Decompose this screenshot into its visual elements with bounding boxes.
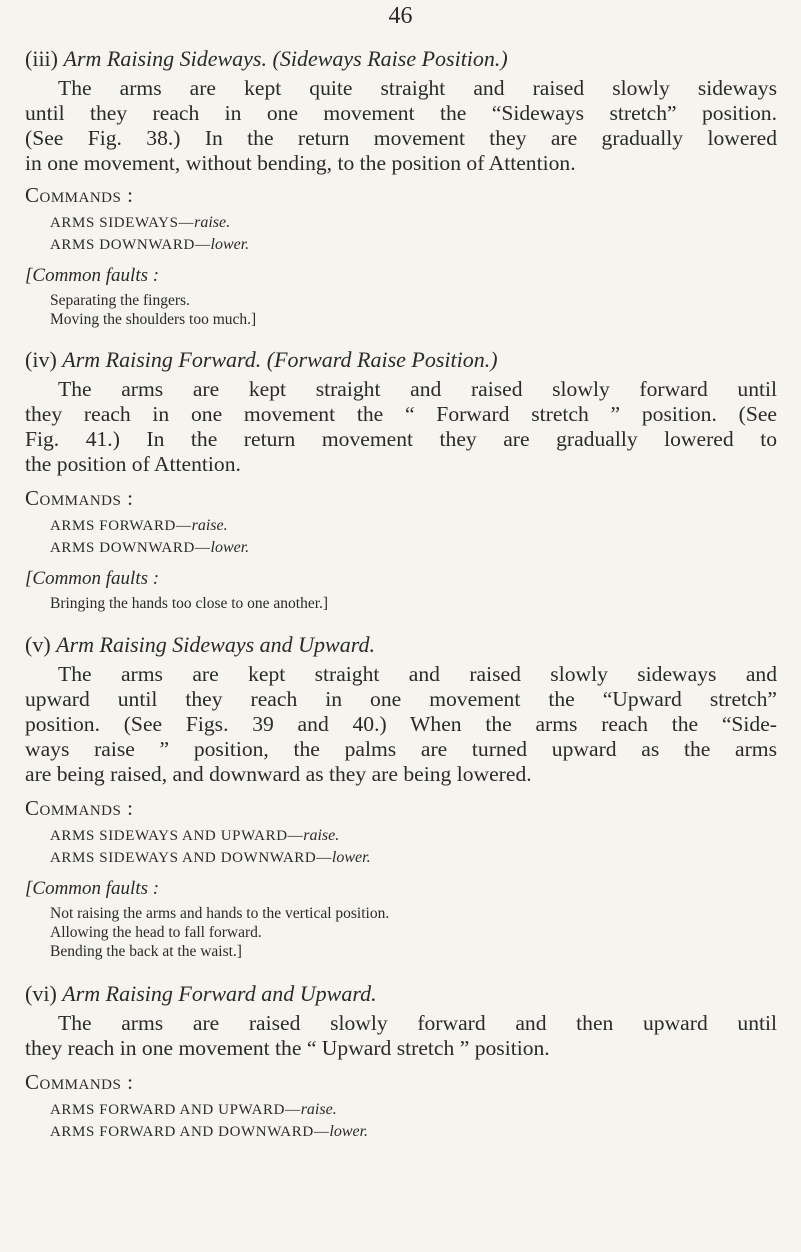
section-title: Arm Raising Forward and Upward. — [62, 981, 377, 1006]
common-faults-heading: [Common faults : — [25, 568, 160, 589]
command-action: raise. — [191, 517, 228, 534]
command-action: lower. — [210, 236, 250, 253]
common-faults-heading: [Common faults : — [25, 878, 160, 899]
section-number: (vi) — [25, 981, 57, 1006]
section-number: (iv) — [25, 347, 57, 372]
body-line: The arms are kept straight and raised slowly forward until — [58, 377, 777, 401]
body-line: upward until they reach in one movement the “Upward stretch” — [25, 687, 777, 711]
fault-item: Bending the back at the waist.] — [50, 943, 242, 960]
section-subtitle: (Forward Raise Position.) — [266, 347, 498, 372]
body-line: they reach in one movement the “ Forward stretch ” position. (See — [25, 402, 777, 426]
exercise-section — [25, 630, 777, 961]
body-line: The arms are kept quite straight and raised slowly sideways — [58, 76, 777, 100]
command-action: raise. — [300, 1101, 337, 1118]
command-action: raise. — [194, 214, 231, 231]
section-number: (iii) — [25, 46, 58, 71]
section-subtitle: (Sideways Raise Position.) — [272, 46, 508, 71]
commands-heading: Commands : — [25, 796, 134, 820]
page-number: 46 — [388, 3, 413, 29]
fault-item: Not raising the arms and hands to the vertical position. — [50, 905, 390, 922]
section-heading — [25, 44, 777, 74]
command-line — [50, 537, 777, 559]
command-line — [50, 847, 777, 869]
command-action: lower. — [210, 539, 250, 556]
commands-heading: Commands : — [25, 486, 134, 510]
command-text: ARMS DOWNWARD— — [50, 237, 211, 253]
command-action: raise. — [303, 827, 340, 844]
fault-item: Separating the fingers. — [50, 292, 190, 309]
body-line: position. (See Figs. 39 and 40.) When the arms reach the “Side- — [25, 712, 777, 736]
exercise-section — [25, 345, 777, 613]
section-number: (v) — [25, 632, 51, 657]
command-action: lower. — [331, 849, 371, 866]
exercise-section — [25, 44, 777, 329]
fault-item: Moving the shoulders too much.] — [50, 311, 257, 328]
section-heading — [25, 630, 777, 660]
body-line: they reach in one movement the “ Upward stretch ” position. — [25, 1036, 550, 1060]
command-text: ARMS FORWARD AND UPWARD— — [50, 1102, 301, 1118]
command-text: ARMS FORWARD— — [50, 518, 192, 534]
body-line: The arms are kept straight and raised slowly sideways and — [58, 662, 777, 686]
commands-heading: Commands : — [25, 1070, 134, 1094]
command-line — [50, 212, 777, 234]
section-title: Arm Raising Sideways and Upward. — [56, 632, 375, 657]
command-line — [50, 1099, 777, 1121]
command-line — [50, 234, 777, 256]
section-body — [25, 1011, 777, 1061]
section-body — [25, 662, 777, 787]
command-text: ARMS FORWARD AND DOWNWARD— — [50, 1124, 330, 1140]
section-heading — [25, 979, 777, 1009]
common-faults-heading: [Common faults : — [25, 265, 160, 286]
body-line: Fig. 41.) In the return movement they are gradually lowered to — [25, 427, 777, 451]
command-text: ARMS SIDEWAYS— — [50, 215, 195, 231]
body-line: until they reach in one movement the “Sideways stretch” position. — [25, 101, 777, 125]
body-line: the position of Attention. — [25, 452, 241, 476]
section-body — [25, 76, 777, 176]
command-action: lower. — [329, 1123, 369, 1140]
section-title: Arm Raising Sideways. — [63, 46, 267, 71]
exercise-section — [25, 979, 777, 1143]
body-line: are being raised, and downward as they are being lowered. — [25, 762, 532, 786]
body-line: ways raise ” position, the palms are turned upward as the arms — [25, 737, 777, 761]
command-line — [50, 515, 777, 537]
body-line: in one movement, without bending, to the position of Attention. — [25, 151, 576, 175]
commands-heading: Commands : — [25, 183, 134, 207]
page-content — [25, 44, 777, 1143]
command-line — [50, 1121, 777, 1143]
command-text: ARMS SIDEWAYS AND DOWNWARD— — [50, 850, 332, 866]
command-text: ARMS SIDEWAYS AND UPWARD— — [50, 828, 304, 844]
section-title: Arm Raising Forward. — [62, 347, 262, 372]
section-body — [25, 377, 777, 477]
body-line: (See Fig. 38.) In the return movement they are gradually lowered — [25, 126, 777, 150]
command-text: ARMS DOWNWARD— — [50, 540, 211, 556]
command-line — [50, 825, 777, 847]
fault-item: Allowing the head to fall forward. — [50, 924, 262, 941]
body-line: The arms are raised slowly forward and then upward until — [58, 1011, 777, 1035]
fault-item: Bringing the hands too close to one another.] — [50, 595, 329, 612]
section-heading — [25, 345, 777, 375]
